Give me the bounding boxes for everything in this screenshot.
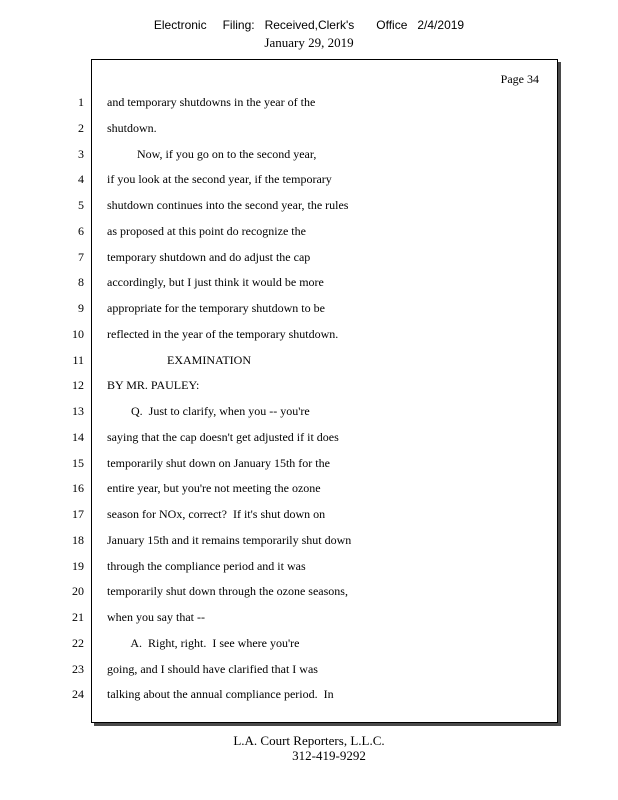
line-text: and temporary shutdowns in the year of the bbox=[107, 95, 316, 109]
line-number: 5 bbox=[78, 198, 84, 212]
line-number: 12 bbox=[72, 378, 84, 392]
stamp-word-date: 2/4/2019 bbox=[417, 18, 465, 32]
line-text: Q. Just to clarify, when you -- you're bbox=[107, 404, 310, 418]
line-text: temporarily shut down through the ozone seasons, bbox=[107, 584, 348, 598]
line-text: temporarily shut down on January 15th for the bbox=[107, 456, 330, 470]
line-number: 15 bbox=[72, 456, 84, 470]
line-number: 23 bbox=[72, 662, 84, 676]
stamp-word-filing: Filing: bbox=[222, 18, 255, 32]
line-text: temporary shutdown and do adjust the cap bbox=[107, 250, 311, 264]
line-number: 22 bbox=[72, 636, 84, 650]
line-text: as proposed at this point do recognize the bbox=[107, 224, 306, 238]
line-text: shutdown. bbox=[107, 121, 157, 135]
line-number: 19 bbox=[72, 559, 84, 573]
line-number: 24 bbox=[72, 687, 84, 701]
line-number: 10 bbox=[72, 327, 84, 341]
line-number: 14 bbox=[72, 430, 84, 444]
stamp-word-received-clerks: Received,Clerk's bbox=[264, 18, 355, 32]
line-text: when you say that -- bbox=[107, 610, 205, 624]
filed-date: January 29, 2019 bbox=[264, 35, 354, 50]
line-number: 16 bbox=[72, 481, 84, 495]
line-text: saying that the cap doesn't get adjusted if it does bbox=[107, 430, 339, 444]
line-text: talking about the annual compliance period. In bbox=[107, 687, 334, 701]
stamp-word-electronic: Electronic bbox=[153, 18, 207, 32]
line-text: appropriate for the temporary shutdown to be bbox=[107, 301, 325, 315]
line-number: 8 bbox=[78, 275, 84, 289]
page-number: Page 34 bbox=[500, 72, 539, 86]
line-text: accordingly, but I just think it would be more bbox=[107, 275, 324, 289]
line-number: 3 bbox=[78, 147, 84, 161]
line-number: 13 bbox=[72, 404, 84, 418]
footer-company: L.A. Court Reporters, L.L.C. bbox=[233, 733, 385, 748]
line-number: 6 bbox=[78, 224, 84, 238]
line-text: reflected in the year of the temporary shutdown. bbox=[107, 327, 339, 341]
stamp-word-office: Office bbox=[376, 18, 408, 32]
line-number: 9 bbox=[78, 301, 84, 315]
line-text: EXAMINATION bbox=[107, 353, 251, 367]
line-number: 18 bbox=[72, 533, 84, 547]
line-text: going, and I should have clarified that I was bbox=[107, 662, 318, 676]
line-text: season for NOx, correct? If it's shut down on bbox=[107, 507, 326, 521]
line-number: 11 bbox=[72, 353, 84, 367]
line-text: through the compliance period and it was bbox=[107, 559, 306, 573]
line-number: 20 bbox=[72, 584, 84, 598]
line-number: 7 bbox=[78, 250, 84, 264]
line-number: 21 bbox=[72, 610, 84, 624]
line-number: 17 bbox=[72, 507, 84, 521]
line-text: January 15th and it remains temporarily shut down bbox=[107, 533, 352, 547]
line-number: 4 bbox=[78, 172, 84, 186]
line-text: Now, if you go on to the second year, bbox=[107, 147, 317, 161]
line-text: shutdown continues into the second year, the rules bbox=[107, 198, 349, 212]
footer-phone: 312-419-9292 bbox=[292, 748, 366, 763]
line-text: BY MR. PAULEY: bbox=[107, 378, 200, 392]
filing-stamp bbox=[0, 18, 618, 32]
line-text: if you look at the second year, if the temporary bbox=[107, 172, 332, 186]
line-text: A. Right, right. I see where you're bbox=[107, 636, 300, 650]
line-number: 2 bbox=[78, 121, 84, 135]
line-number: 1 bbox=[78, 95, 84, 109]
line-text: entire year, but you're not meeting the ozone bbox=[107, 481, 321, 495]
